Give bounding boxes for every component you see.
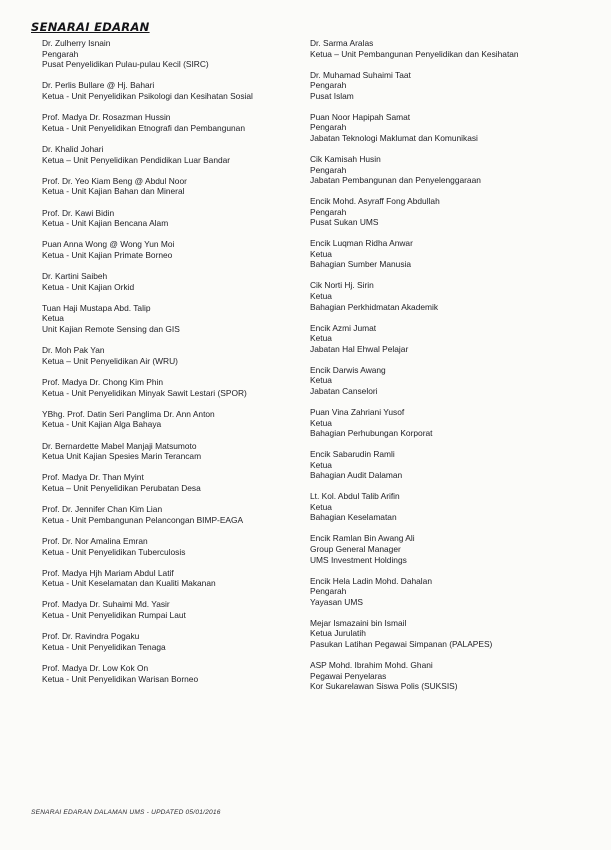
right-distribution-column <box>310 38 605 702</box>
recipient-name: Encik Sabarudin Ramli <box>310 449 395 460</box>
recipient-name: Mejar Ismazaini bin Ismail <box>310 617 407 628</box>
distribution-entry <box>42 176 304 197</box>
recipient-title-line: Pusat Penyelidikan Pulau-pulau Kecil (SIRC) <box>42 59 209 70</box>
recipient-title-line: Jabatan Hal Ehwal Pelajar <box>310 343 409 354</box>
distribution-entry <box>310 38 605 59</box>
recipient-name: Puan Vina Zahriani Yusof <box>310 406 405 417</box>
recipient-title-line: Ketua - Unit Penyelidikan Minyak Sawit Lestari (SPOR) <box>42 387 247 398</box>
recipient-title-line: Ketua - Unit Penyelidikan Tenaga <box>42 641 166 652</box>
recipient-name: ASP Mohd. Ibrahim Mohd. Ghani <box>310 659 433 670</box>
recipient-name: Encik Darwis Awang <box>310 364 386 375</box>
distribution-entry <box>42 303 304 335</box>
distribution-entry <box>42 38 304 70</box>
distribution-entry <box>42 631 304 652</box>
distribution-entry <box>310 112 605 144</box>
distribution-entry <box>310 491 605 523</box>
recipient-name: Prof. Dr. Ravindra Pogaku <box>42 631 140 642</box>
recipient-name: Dr. Muhamad Suhaimi Taat <box>310 69 411 80</box>
recipient-name: Prof. Madya Dr. Low Kok On <box>42 663 149 674</box>
distribution-entry <box>42 409 304 430</box>
recipient-title-line: Pusat Islam <box>310 90 354 101</box>
distribution-entry <box>310 618 605 650</box>
recipient-name: Prof. Madya Dr. Rosazman Hussin <box>42 112 171 123</box>
recipient-name: Prof. Madya Hjh Mariam Abdul Latif <box>42 567 174 578</box>
recipient-title-line: Pengarah <box>310 586 347 597</box>
distribution-entry <box>310 196 605 228</box>
recipient-name: Encik Azmi Jumat <box>310 322 377 333</box>
recipient-name: Encik Luqman Ridha Anwar <box>310 238 413 249</box>
recipient-title-line: Pegawai Penyelaras <box>310 670 387 681</box>
recipient-title-line: Pengarah <box>310 164 347 175</box>
recipient-title-line: Ketua - Unit Kajian Orkid <box>42 281 135 292</box>
recipient-title-line: Ketua Jurulatih <box>310 628 366 639</box>
recipient-title-line: Ketua <box>310 333 332 344</box>
recipient-title-line: Ketua <box>310 417 332 428</box>
recipient-title-line: Ketua <box>310 291 332 302</box>
recipient-title-line: Ketua <box>310 501 332 512</box>
recipient-name: Dr. Khalid Johari <box>42 143 104 154</box>
distribution-entry <box>42 599 304 620</box>
recipient-title-line: Ketua <box>42 313 64 324</box>
distribution-entry <box>42 239 304 260</box>
distribution-entry <box>310 154 605 186</box>
footer-note: SENARAI EDARAN DALAMAN UMS - UPDATED 05/01/2016 <box>31 809 221 816</box>
recipient-title-line: Bahagian Perhubungan Korporat <box>310 428 433 439</box>
distribution-entry <box>42 472 304 493</box>
recipient-title-line: Ketua - Unit Penyelidikan Etnografi dan Pembangunan <box>42 122 245 133</box>
recipient-title-line: Ketua <box>310 248 332 259</box>
recipient-name: Dr. Kartini Saibeh <box>42 271 108 282</box>
recipient-title-line: Ketua - Unit Kajian Bencana Alam <box>42 218 169 229</box>
recipient-title-line: Ketua - Unit Penyelidikan Tuberculosis <box>42 546 186 557</box>
recipient-name: Encik Ramlan Bin Awang Ali <box>310 533 415 544</box>
recipient-title-line: Bahagian Sumber Manusia <box>310 259 412 270</box>
recipient-title-line: Ketua - Unit Pembangunan Pelancongan BIMP-EAGA <box>42 514 244 525</box>
recipient-title-line: Ketua – Unit Pembangunan Penyelidikan dan Kesihatan <box>310 48 519 59</box>
recipient-title-line: Pasukan Latihan Pegawai Simpanan (PALAPES) <box>310 639 493 649</box>
distribution-entry <box>310 280 605 312</box>
recipient-name: Dr. Zulherry Isnain <box>42 38 111 48</box>
recipient-title-line: Ketua - Unit Kajian Primate Borneo <box>42 249 173 260</box>
distribution-entry <box>42 144 304 165</box>
recipient-title-line: Ketua - Unit Penyelidikan Psikologi dan Kesihatan Sosial <box>42 90 253 101</box>
recipient-name: Dr. Sarma Aralas <box>310 38 374 48</box>
recipient-title-line: Jabatan Canselori <box>310 385 378 396</box>
distribution-entry <box>42 271 304 292</box>
recipient-title-line: Group General Manager <box>310 544 401 555</box>
recipient-name: Encik Hela Ladin Mohd. Dahalan <box>310 575 432 586</box>
recipient-title-line: Ketua - Unit Keselamatan dan Kualiti Makanan <box>42 578 216 589</box>
recipient-title-line: Bahagian Audit Dalaman <box>310 470 403 481</box>
recipient-title-line: Bahagian Perkhidmatan Akademik <box>310 301 439 312</box>
distribution-entry <box>42 504 304 525</box>
recipient-name: Lt. Kol. Abdul Talib Arifin <box>310 491 400 502</box>
recipient-name: Dr. Perlis Bullare @ Hj. Bahari <box>42 80 155 91</box>
distribution-entry <box>310 576 605 608</box>
distribution-entry <box>310 449 605 481</box>
distribution-entry <box>42 663 304 684</box>
document-title: SENARAI EDARAN <box>31 20 150 34</box>
distribution-entry <box>310 323 605 355</box>
recipient-name: Prof. Madya Dr. Than Myint <box>42 472 144 483</box>
recipient-title-line: Yayasan UMS <box>310 596 363 607</box>
distribution-entry <box>310 660 605 692</box>
recipient-title-line: Kor Sukarelawan Siswa Polis (SUKSIS) <box>310 681 458 692</box>
recipient-title-line: Ketua - Unit Kajian Alga Bahaya <box>42 419 162 430</box>
recipient-name: Puan Anna Wong @ Wong Yun Moi <box>42 239 175 250</box>
recipient-title-line: Pengarah <box>310 80 347 91</box>
recipient-name: Prof. Dr. Jennifer Chan Kim Lian <box>42 504 163 515</box>
recipient-name: Encik Mohd. Asyraff Fong Abdullah <box>310 196 440 207</box>
distribution-entry <box>42 208 304 229</box>
recipient-title-line: Ketua – Unit Penyelidikan Pendidikan Luar Bandar <box>42 154 231 165</box>
recipient-title-line: Bahagian Keselamatan <box>310 512 397 523</box>
recipient-name: Dr. Moh Pak Yan <box>42 345 105 356</box>
recipient-title-line: Ketua - Unit Penyelidikan Warisan Borneo <box>42 673 199 684</box>
recipient-title-line: Ketua – Unit Penyelidikan Perubatan Desa <box>42 482 201 493</box>
recipient-name: Prof. Madya Dr. Suhaimi Md. Yasir <box>42 599 170 610</box>
recipient-title-line: Ketua - Unit Kajian Bahan dan Mineral <box>42 186 185 197</box>
recipient-name: Prof. Dr. Yeo Kiam Beng @ Abdul Noor <box>42 175 187 186</box>
recipient-title-line: Pengarah <box>310 122 347 133</box>
recipient-title-line: Jabatan Pembangunan dan Penyelenggaraan <box>310 175 481 186</box>
recipient-name: Prof. Dr. Kawi Bidin <box>42 207 115 218</box>
distribution-entry <box>310 238 605 270</box>
distribution-entry <box>310 70 605 102</box>
recipient-name: Dr. Bernardette Mabel Manjaji Matsumoto <box>42 440 197 451</box>
distribution-entry <box>42 112 304 133</box>
distribution-entry <box>42 345 304 366</box>
recipient-title-line: Ketua - Unit Penyelidikan Rumpai Laut <box>42 610 186 621</box>
distribution-entry <box>42 536 304 557</box>
recipient-title-line: Ketua – Unit Penyelidikan Air (WRU) <box>42 355 178 366</box>
recipient-title-line: UMS Investment Holdings <box>310 554 407 565</box>
recipient-name: Puan Noor Hapipah Samat <box>310 111 411 122</box>
distribution-entry <box>310 533 605 565</box>
recipient-name: Prof. Dr. Nor Amalina Emran <box>42 535 148 546</box>
recipient-name: Tuan Haji Mustapa Abd. Talip <box>42 302 151 313</box>
recipient-name: Prof. Madya Dr. Chong Kim Phin <box>42 377 164 387</box>
recipient-name: YBhg. Prof. Datin Seri Panglima Dr. Ann Anton <box>42 408 215 419</box>
distribution-entry <box>42 441 304 462</box>
recipient-title-line: Ketua <box>310 459 332 470</box>
recipient-title-line: Ketua <box>310 375 332 386</box>
recipient-title-line: Pusat Sukan UMS <box>310 217 379 228</box>
recipient-title-line: Ketua Unit Kajian Spesies Marin Terancam <box>42 451 202 462</box>
distribution-entry <box>310 407 605 439</box>
distribution-entry <box>310 365 605 397</box>
distribution-entry <box>42 80 304 101</box>
recipient-title-line: Unit Kajian Remote Sensing dan GIS <box>42 324 180 335</box>
recipient-title-line: Pengarah <box>310 206 347 217</box>
left-distribution-column <box>42 38 304 695</box>
recipient-name: Cik Kamisah Husin <box>310 153 381 164</box>
recipient-name: Cik Norti Hj. Sirin <box>310 280 374 291</box>
recipient-title-line: Pengarah <box>42 48 79 59</box>
recipient-title-line: Jabatan Teknologi Maklumat dan Komunikasi <box>310 132 478 143</box>
distribution-entry <box>42 377 304 398</box>
distribution-entry <box>42 568 304 589</box>
